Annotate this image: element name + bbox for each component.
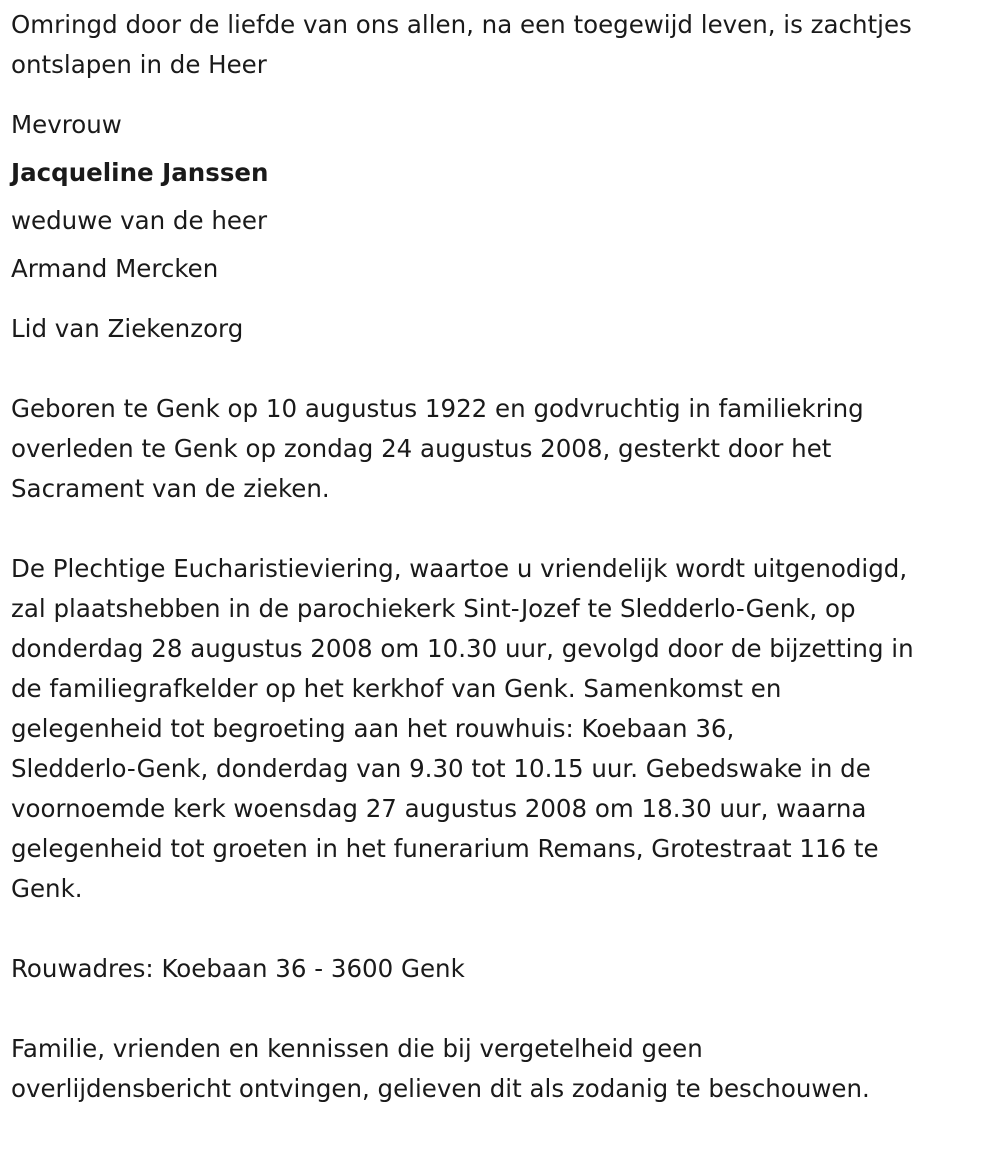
widow-of-line: weduwe van de heer	[11, 206, 268, 235]
closing-paragraph: Familie, vrienden en kennissen die bij vergetelheid geen overlijdensbericht ontvingen, gelieven dit als zodanig te beschouwen.	[11, 1034, 870, 1103]
title-prefix: Mevrouw	[11, 110, 122, 139]
obituary-text	[11, 5, 996, 1109]
ceremony-paragraph: De Plechtige Eucharistieviering, waartoe u vriendelijk wordt uitgenodigd, zal plaatshebben in de parochiekerk Sint-Jozef te Sledderlo-Genk, op donderdag 28 augustus 2008 om 10.30 uur, gevolgd door de bijzetting in de familiegrafkelder op het kerkhof van Genk. Samenkomst en gelegenheid tot begroeting aan het rouwhuis: Koebaan 36, Sledderlo-Genk, donderdag van 9.30 tot 10.15 uur. Gebedswake in de voornoemde kerk woensdag 27 augustus 2008 om 18.30 uur, waarna gelegenheid tot groeten in het funerarium Remans, Grotestraat 116 te Genk.	[11, 554, 914, 903]
deceased-name: Jacqueline Janssen	[11, 158, 269, 187]
mourning-address: Rouwadres: Koebaan 36 - 3600 Genk	[11, 954, 465, 983]
spouse-name: Armand Mercken	[11, 254, 219, 283]
membership-line: Lid van Ziekenzorg	[11, 314, 244, 343]
deceased-name-block	[11, 101, 996, 293]
birth-death-paragraph: Geboren te Genk op 10 augustus 1922 en godvruchtig in familiekring overleden te Genk op zondag 24 augustus 2008, gesterkt door het Sacrament van de zieken.	[11, 394, 864, 503]
intro-paragraph: Omringd door de liefde van ons allen, na een toegewijd leven, is zachtjes ontslapen in de Heer	[11, 10, 912, 79]
